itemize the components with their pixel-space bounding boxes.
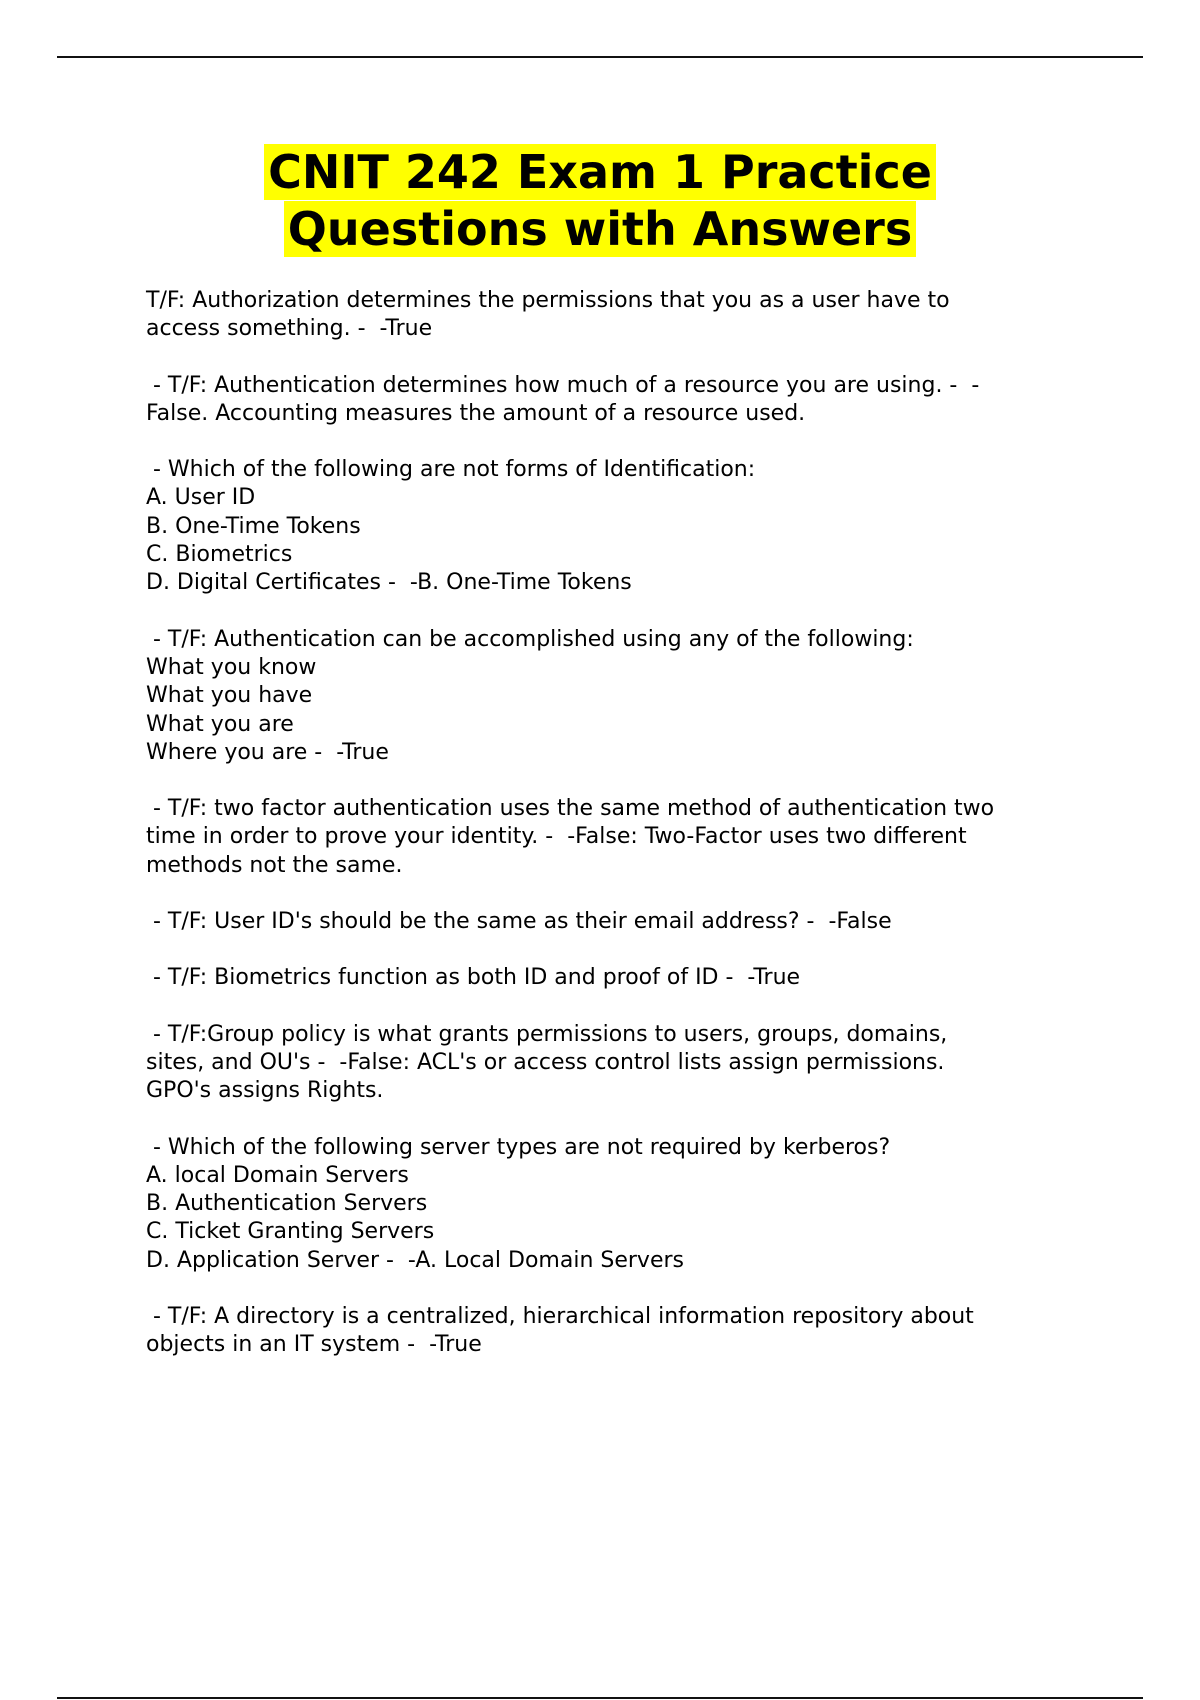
qa-line: D. Application Server - -A. Local Domain Servers bbox=[146, 1247, 684, 1273]
qa-line: GPO's assigns Rights. bbox=[146, 1078, 384, 1104]
top-rule bbox=[57, 56, 1143, 58]
question-list bbox=[146, 287, 1156, 1388]
qa-line: D. Digital Certificates - -B. One-Time Tokens bbox=[146, 570, 632, 596]
qa-line: methods not the same. bbox=[146, 852, 403, 878]
qa-line: C. Ticket Granting Servers bbox=[146, 1219, 435, 1245]
qa-item bbox=[146, 1303, 1156, 1360]
qa-item bbox=[146, 908, 1156, 936]
qa-line: - T/F: A directory is a centralized, hierarchical information repository about bbox=[146, 1304, 974, 1330]
title-line-2: Questions with Answers bbox=[284, 201, 916, 257]
qa-line: Where you are - -True bbox=[146, 739, 389, 765]
qa-item bbox=[146, 795, 1156, 880]
title-line-1: CNIT 242 Exam 1 Practice bbox=[264, 144, 936, 200]
qa-line: What you know bbox=[146, 654, 317, 680]
qa-item bbox=[146, 626, 1156, 767]
qa-item bbox=[146, 372, 1156, 429]
qa-line: A. local Domain Servers bbox=[146, 1162, 409, 1188]
qa-line: objects in an IT system - -True bbox=[146, 1332, 482, 1358]
qa-line: - T/F: Authentication determines how much of a resource you are using. - - bbox=[146, 372, 980, 398]
qa-line: A. User ID bbox=[146, 485, 256, 511]
qa-line: sites, and OU's - -False: ACL's or access control lists assign permissions. bbox=[146, 1049, 945, 1075]
qa-line: - T/F: Biometrics function as both ID and proof of ID - -True bbox=[146, 965, 801, 991]
qa-line: - Which of the following server types are not required by kerberos? bbox=[146, 1134, 891, 1160]
qa-line: - T/F:Group policy is what grants permissions to users, groups, domains, bbox=[146, 1021, 948, 1047]
qa-line: B. Authentication Servers bbox=[146, 1191, 428, 1217]
qa-line: access something. - -True bbox=[146, 316, 433, 342]
qa-line: What you have bbox=[146, 683, 313, 709]
qa-line: - T/F: User ID's should be the same as their email address? - -False bbox=[146, 909, 892, 935]
qa-line: - Which of the following are not forms of Identification: bbox=[146, 457, 756, 483]
qa-line: - T/F: two factor authentication uses the same method of authentication two bbox=[146, 796, 995, 822]
qa-item bbox=[146, 287, 1156, 344]
qa-item bbox=[146, 1134, 1156, 1275]
qa-line: False. Accounting measures the amount of a resource used. bbox=[146, 400, 806, 426]
page-title bbox=[0, 144, 1200, 258]
qa-item bbox=[146, 456, 1156, 597]
qa-item bbox=[146, 964, 1156, 992]
qa-line: T/F: Authorization determines the permissions that you as a user have to bbox=[146, 288, 950, 313]
qa-item bbox=[146, 1021, 1156, 1106]
qa-line: C. Biometrics bbox=[146, 542, 293, 568]
bottom-rule bbox=[57, 1697, 1143, 1699]
qa-line: What you are bbox=[146, 711, 294, 737]
qa-line: time in order to prove your identity. - -False: Two-Factor uses two different bbox=[146, 824, 967, 850]
qa-line: B. One-Time Tokens bbox=[146, 513, 361, 539]
qa-line: - T/F: Authentication can be accomplished using any of the following: bbox=[146, 626, 914, 652]
